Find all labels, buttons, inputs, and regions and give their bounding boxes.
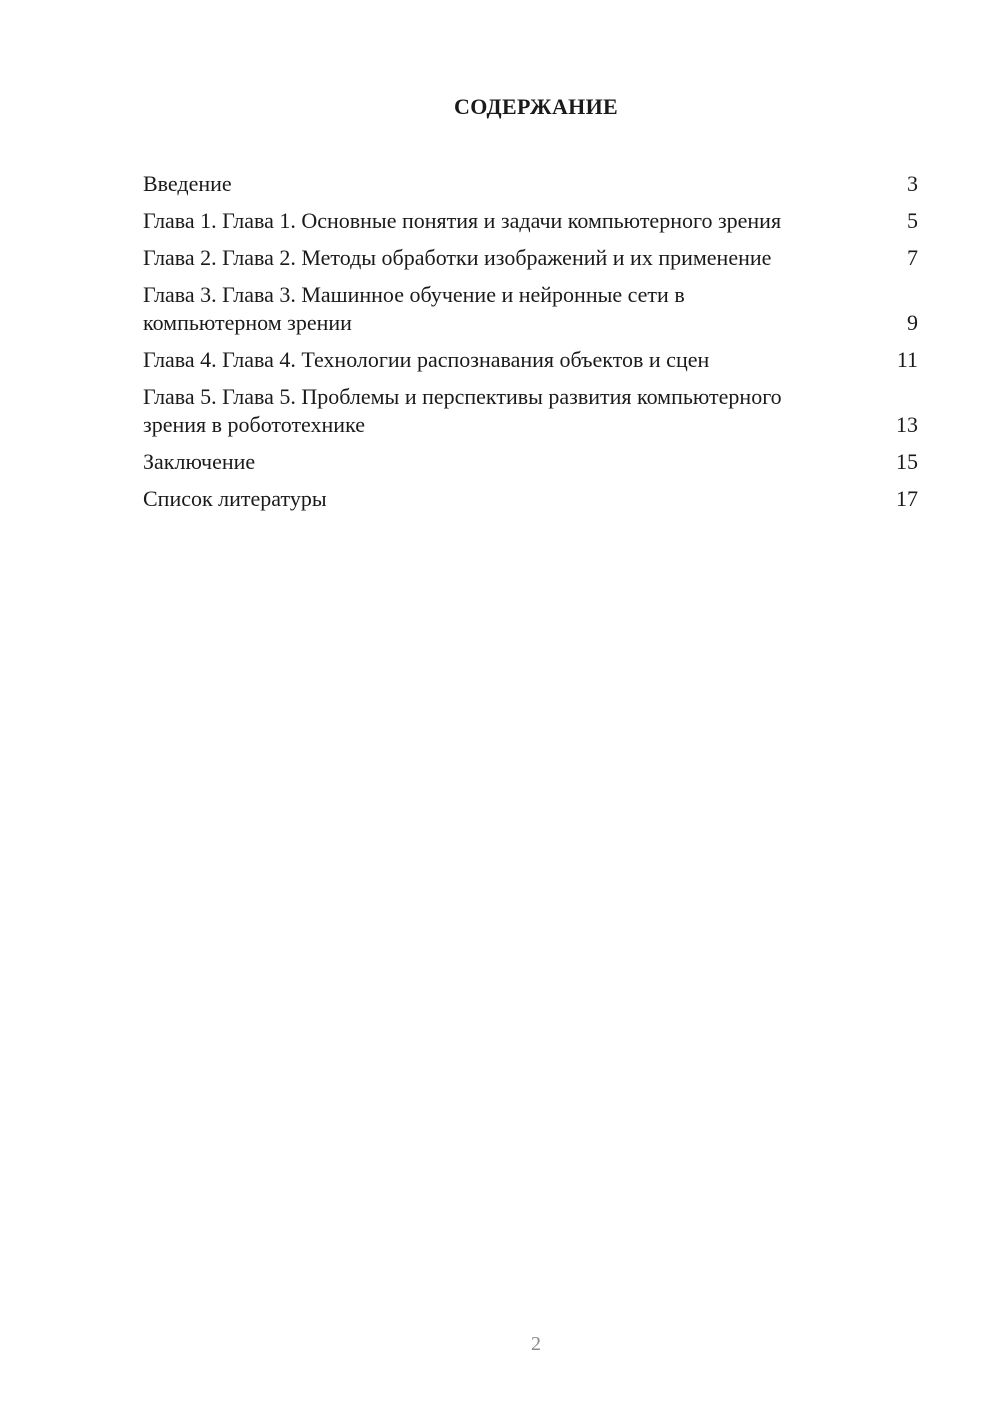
toc-entry-title: Список литературы <box>143 486 327 511</box>
toc-entry-title: Глава 2. Глава 2. Методы обработки изображений и их применение <box>143 245 772 270</box>
toc-entry-chapter-3 <box>143 281 918 337</box>
toc-entry-page: 13 <box>896 412 918 437</box>
toc-entry-title: Глава 1. Глава 1. Основные понятия и задачи компьютерного зрения <box>143 208 782 233</box>
toc-entry-chapter-4 <box>143 346 918 374</box>
toc-entry-page: 11 <box>896 347 918 372</box>
toc-entry-title: Глава 3. Глава 3. Машинное обучение и нейронные сети в компьютерном зрении <box>143 282 685 335</box>
toc-entry-page: 9 <box>907 310 918 335</box>
toc-entry-chapter-1 <box>143 207 918 235</box>
toc-entry-references <box>143 485 918 513</box>
toc-entry-title: Глава 4. Глава 4. Технологии распознавания объектов и сцен <box>143 347 710 372</box>
page-number: 2 <box>531 1333 541 1355</box>
toc-entry-title: Введение <box>143 171 232 196</box>
toc-entry-page: 17 <box>896 486 918 511</box>
table-of-contents <box>143 170 918 522</box>
page-title: СОДЕРЖАНИЕ <box>454 94 618 119</box>
toc-entry-page: 5 <box>907 208 918 233</box>
toc-entry-title: Заключение <box>143 449 256 474</box>
toc-entry-page: 15 <box>896 449 918 474</box>
toc-entry-title: Глава 5. Глава 5. Проблемы и перспективы развития компьютерного зрения в робототехнике <box>143 384 782 437</box>
toc-entry-introduction <box>143 170 918 198</box>
toc-entry-conclusion <box>143 448 918 476</box>
toc-entry-chapter-2 <box>143 244 918 272</box>
toc-entry-page: 3 <box>907 171 918 196</box>
toc-entry-page: 7 <box>907 245 918 270</box>
toc-entry-chapter-5 <box>143 383 918 439</box>
